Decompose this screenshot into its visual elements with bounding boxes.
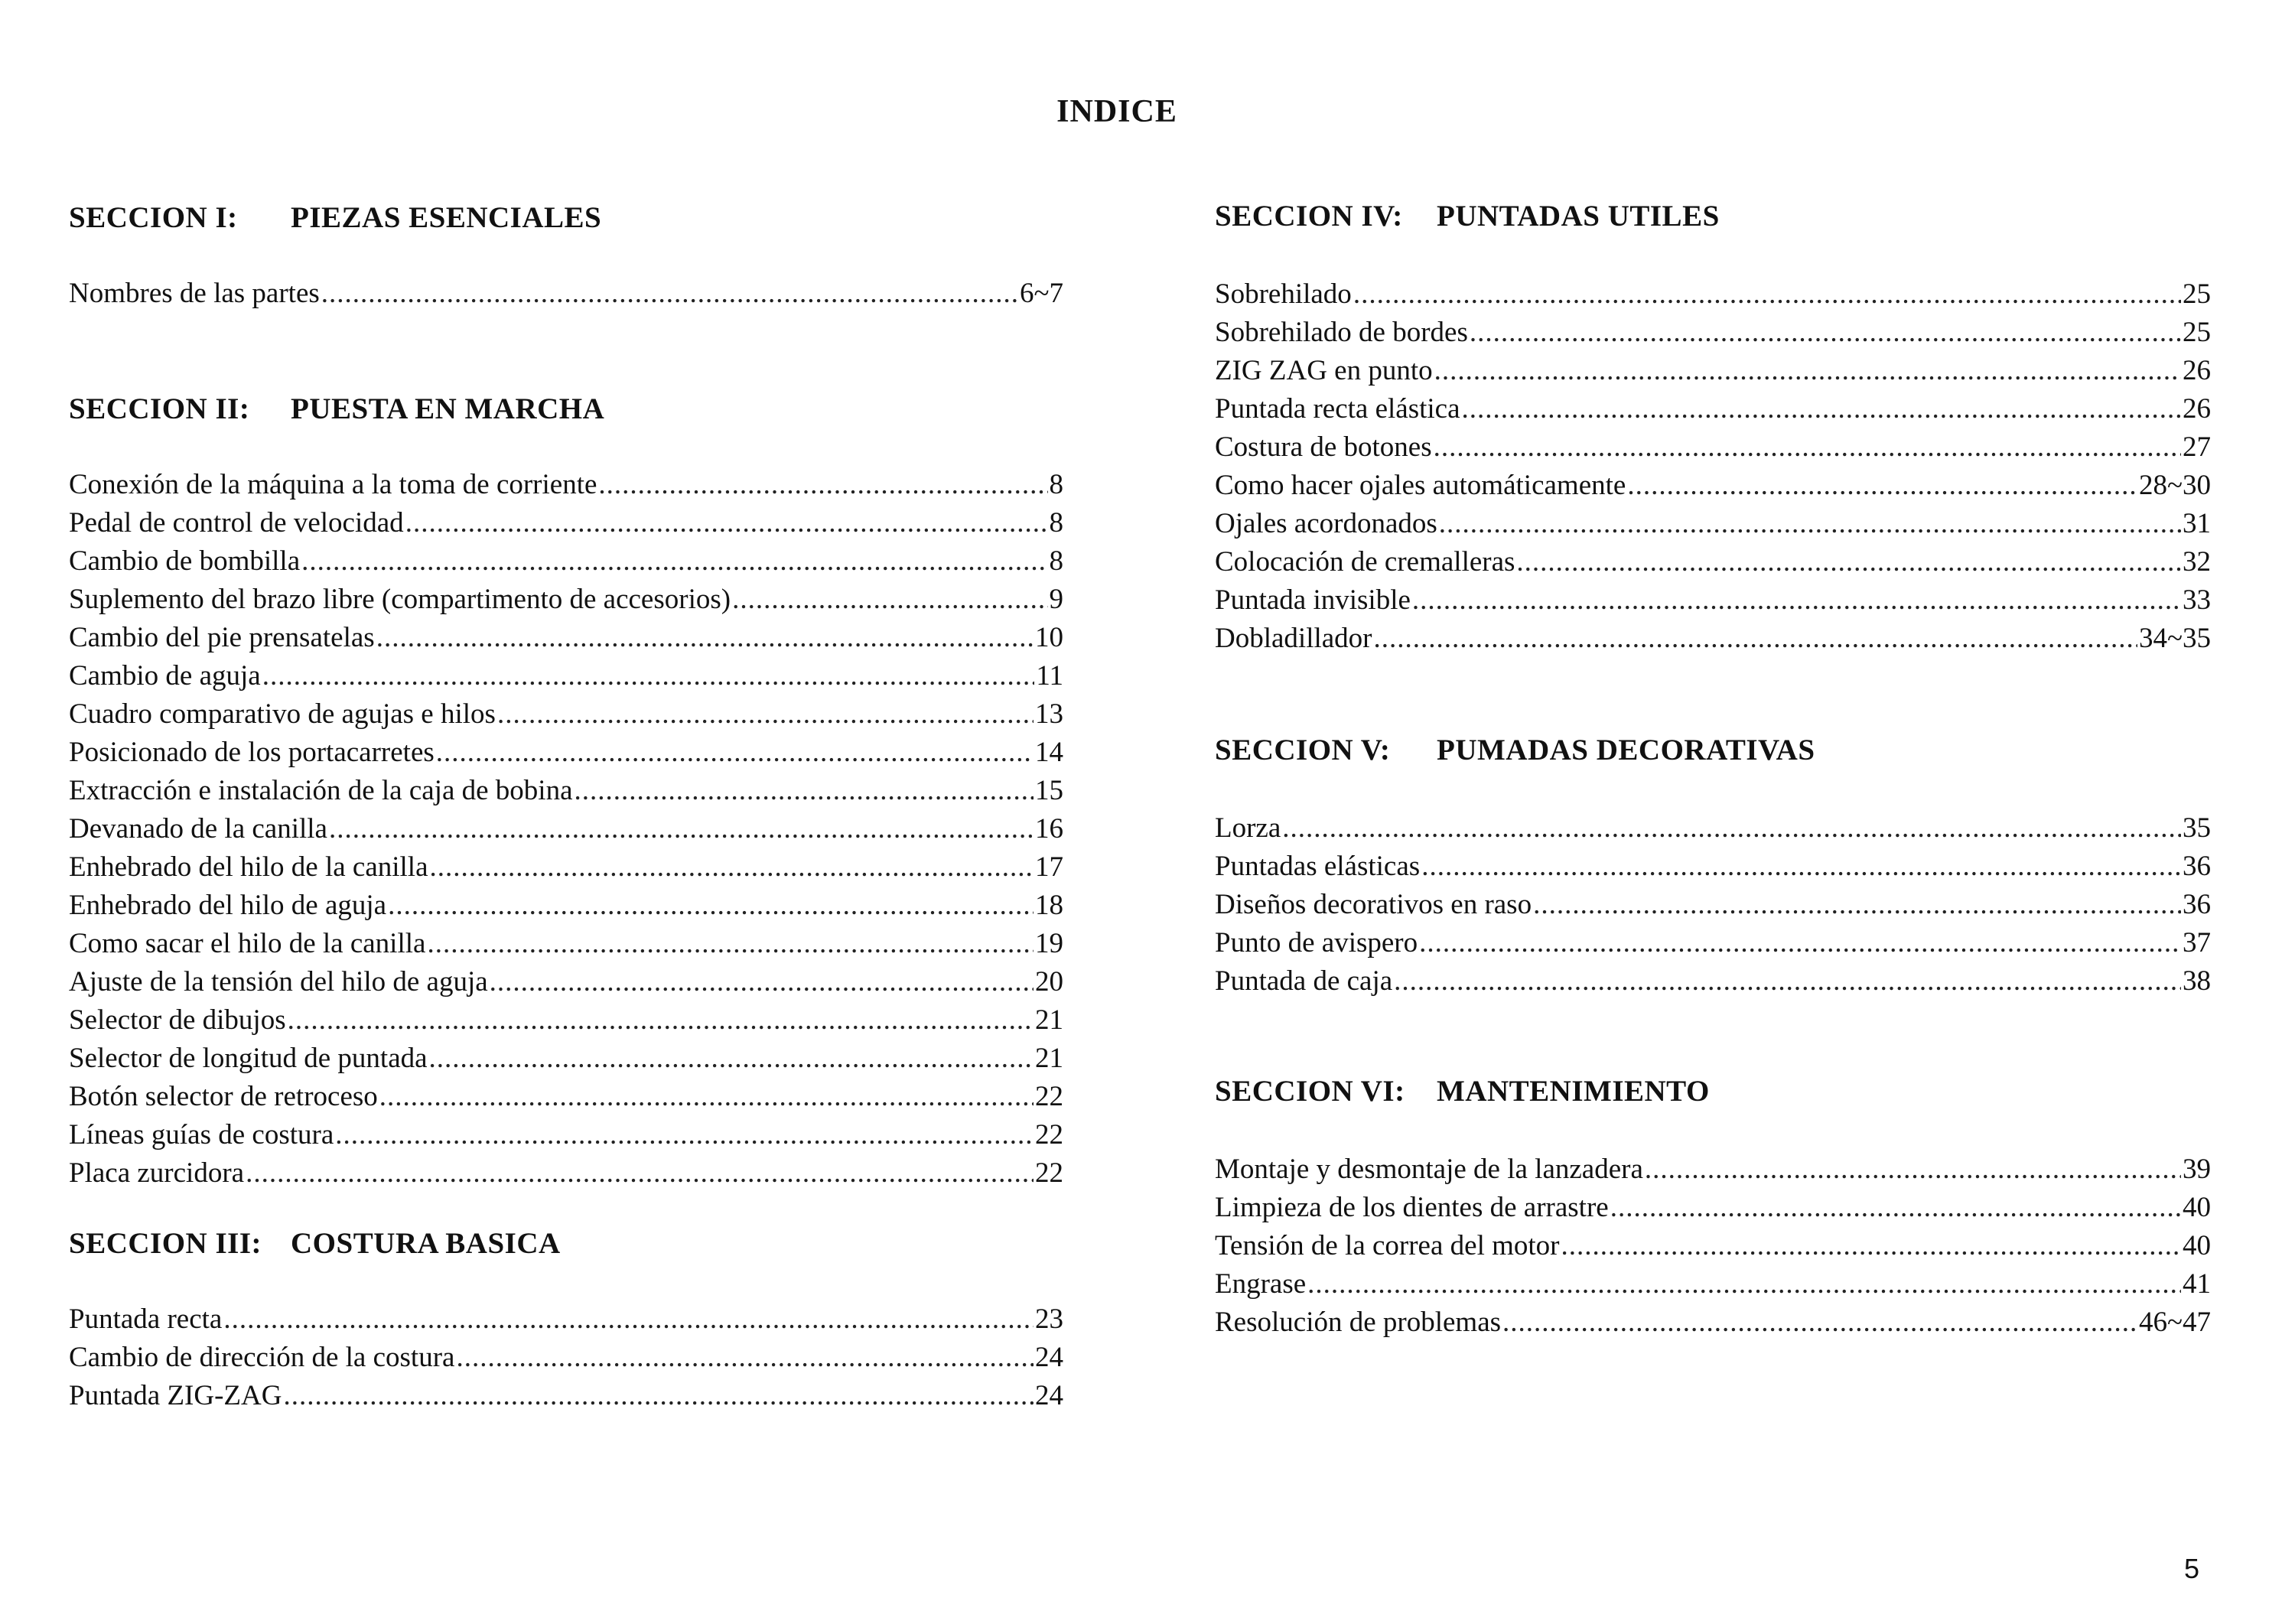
entry-label: Extracción e instalación de la caja de bobina — [69, 775, 573, 806]
entry-page: 26 — [2183, 355, 2211, 386]
entry-label: Posicionado de los portacarretes — [69, 737, 435, 768]
dot-leader — [1533, 886, 2181, 924]
dot-leader — [1561, 1227, 2182, 1265]
toc-entry[interactable] — [1215, 428, 2211, 467]
entry-page: 14 — [1035, 737, 1063, 768]
section-number: SECCION III: — [69, 1227, 262, 1260]
dot-leader — [283, 1377, 1034, 1415]
entry-label: Cambio de dirección de la costura — [69, 1342, 455, 1373]
dot-leader — [1434, 352, 2181, 390]
entry-page: 27 — [2183, 431, 2211, 463]
entry-page: 15 — [1035, 775, 1063, 806]
dot-leader — [1353, 275, 2181, 314]
dot-leader — [262, 657, 1035, 695]
dot-leader — [575, 772, 1034, 810]
entry-page: 6~7 — [1019, 278, 1063, 309]
dot-leader — [321, 275, 1018, 313]
section-heading — [1215, 199, 1720, 233]
dot-leader — [1502, 1303, 2137, 1342]
section-heading — [1215, 733, 1815, 767]
toc-entry[interactable] — [69, 1154, 1063, 1193]
toc-entry[interactable] — [69, 1116, 1063, 1154]
entry-label: Colocación de cremalleras — [1215, 546, 1515, 578]
dot-leader — [497, 695, 1034, 734]
entry-label: Cuadro comparativo de agujas e hilos — [69, 698, 496, 730]
entry-page: 21 — [1035, 1043, 1063, 1074]
entry-label: Pedal de control de velocidad — [69, 507, 404, 539]
dot-leader — [1394, 962, 2181, 1001]
entry-page: 16 — [1035, 813, 1063, 845]
entry-label: Lorza — [1215, 812, 1281, 844]
toc-entry[interactable] — [1215, 314, 2211, 352]
toc-entry[interactable] — [69, 275, 1063, 313]
entry-page: 25 — [2183, 317, 2211, 348]
dot-leader — [329, 810, 1034, 848]
section-title: PUMADAS DECORATIVAS — [1437, 734, 1815, 766]
dot-leader — [376, 619, 1034, 657]
toc-entry[interactable] — [69, 1377, 1063, 1415]
entry-label: Como hacer ojales automáticamente — [1215, 470, 1626, 501]
entry-page: 35 — [2183, 812, 2211, 844]
entry-page: 36 — [2183, 851, 2211, 882]
entry-label: Ajuste de la tensión del hilo de aguja — [69, 966, 488, 998]
entry-label: Puntada de caja — [1215, 965, 1393, 997]
section-number: SECCION V: — [1215, 734, 1391, 766]
entry-page: 13 — [1035, 698, 1063, 730]
entry-page: 33 — [2183, 584, 2211, 616]
entry-label: Costura de botones — [1215, 431, 1432, 463]
entry-label: Limpieza de los dientes de arrastre — [1215, 1192, 1609, 1223]
toc-entry[interactable] — [69, 925, 1063, 963]
entry-page: 24 — [1035, 1342, 1063, 1373]
right-column — [1215, 0, 2211, 1624]
dot-leader — [430, 848, 1034, 887]
toc-entry[interactable] — [1215, 848, 2211, 886]
toc-entry[interactable] — [1215, 1150, 2211, 1189]
dot-leader — [598, 466, 1047, 504]
dot-leader — [1627, 467, 2137, 505]
entry-label: Sobrehilado — [1215, 278, 1352, 310]
toc-entry[interactable] — [1215, 1265, 2211, 1303]
toc-entry[interactable] — [1215, 1227, 2211, 1265]
dot-leader — [1462, 390, 2182, 428]
entry-page: 22 — [1035, 1119, 1063, 1150]
entry-page: 38 — [2183, 965, 2211, 997]
entry-label: Puntada ZIG-ZAG — [69, 1380, 282, 1411]
toc-entry[interactable] — [1215, 886, 2211, 924]
toc-entry[interactable] — [1215, 809, 2211, 848]
toc-entry[interactable] — [69, 810, 1063, 848]
dot-leader — [1307, 1265, 2181, 1303]
entry-page: 23 — [1035, 1303, 1063, 1335]
section-title: PIEZAS ESENCIALES — [291, 201, 602, 234]
entry-page: 8 — [1049, 545, 1063, 577]
dot-leader — [427, 925, 1034, 963]
entry-page: 19 — [1035, 928, 1063, 959]
toc-entry[interactable] — [69, 1300, 1063, 1339]
section-heading — [69, 200, 601, 235]
toc-entry[interactable] — [1215, 467, 2211, 505]
toc-entry[interactable] — [1215, 581, 2211, 620]
entry-page: 20 — [1035, 966, 1063, 998]
entry-page: 22 — [1035, 1081, 1063, 1112]
toc-entry[interactable] — [69, 1001, 1063, 1040]
toc-entry[interactable] — [69, 1339, 1063, 1377]
toc-entry[interactable] — [1215, 352, 2211, 390]
dot-leader — [1412, 581, 2181, 620]
entry-label: Cambio de aguja — [69, 660, 261, 692]
toc-entry[interactable] — [69, 695, 1063, 734]
entry-page: 18 — [1035, 890, 1063, 921]
page-number: 5 — [2184, 1553, 2200, 1584]
entry-page: 34~35 — [2138, 623, 2211, 654]
entry-label: Cambio de bombilla — [69, 545, 301, 577]
dot-leader — [379, 1078, 1034, 1116]
toc-entry[interactable] — [69, 619, 1063, 657]
section-title: PUNTADAS UTILES — [1437, 200, 1720, 233]
toc-entry[interactable] — [69, 466, 1063, 504]
entry-label: Selector de dibujos — [69, 1004, 286, 1036]
entry-label: Ojales acordonados — [1215, 508, 1437, 539]
entry-label: Cambio del pie prensatelas — [69, 622, 375, 653]
entry-page: 24 — [1035, 1380, 1063, 1411]
entry-label: Dobladillador — [1215, 623, 1372, 654]
dot-leader — [301, 542, 1047, 581]
entry-label: Puntada invisible — [1215, 584, 1411, 616]
entry-page: 10 — [1035, 622, 1063, 653]
section-number: SECCION I: — [69, 201, 238, 234]
dot-leader — [1374, 620, 2137, 658]
toc-entry[interactable] — [69, 504, 1063, 542]
section-number: SECCION II: — [69, 392, 250, 425]
entry-label: Enhebrado del hilo de la canilla — [69, 851, 428, 883]
entry-page: 41 — [2183, 1268, 2211, 1300]
dot-leader — [429, 1040, 1034, 1078]
toc-entry[interactable] — [69, 963, 1063, 1001]
section-heading — [1215, 1074, 1710, 1108]
toc-entry[interactable] — [1215, 275, 2211, 314]
dot-leader — [388, 887, 1034, 925]
section-heading — [69, 1226, 561, 1261]
dot-leader — [1434, 428, 2181, 467]
entry-label: Puntada recta — [69, 1303, 223, 1335]
dot-leader — [456, 1339, 1034, 1377]
entry-label: Punto de avispero — [1215, 927, 1418, 958]
section-heading — [69, 392, 604, 426]
toc-entry[interactable] — [69, 542, 1063, 581]
entry-label: Montaje y desmontaje de la lanzadera — [1215, 1154, 1643, 1185]
toc-entry[interactable] — [1215, 962, 2211, 1001]
section-title: COSTURA BASICA — [291, 1227, 561, 1260]
section-title: MANTENIMIENTO — [1437, 1075, 1710, 1108]
dot-leader — [732, 581, 1047, 619]
dot-leader — [335, 1116, 1034, 1154]
entry-page: 9 — [1049, 584, 1063, 615]
entry-label: ZIG ZAG en punto — [1215, 355, 1433, 386]
page-title: INDICE — [1056, 94, 1177, 129]
entry-page: 31 — [2183, 508, 2211, 539]
toc-entry[interactable] — [1215, 543, 2211, 581]
dot-leader — [246, 1154, 1034, 1193]
entry-label: Selector de longitud de puntada — [69, 1043, 428, 1074]
entry-label: Enhebrado del hilo de aguja — [69, 890, 387, 921]
entry-page: 25 — [2183, 278, 2211, 310]
dot-leader — [1610, 1189, 2181, 1227]
entry-label: Líneas guías de costura — [69, 1119, 334, 1150]
toc-entry[interactable] — [69, 772, 1063, 810]
entry-page: 8 — [1049, 469, 1063, 500]
entry-label: Conexión de la máquina a la toma de corriente — [69, 469, 597, 500]
dot-leader — [288, 1001, 1034, 1040]
toc-entry[interactable] — [69, 657, 1063, 695]
dot-leader — [1645, 1150, 2181, 1189]
entry-label: Puntadas elásticas — [1215, 851, 1421, 882]
entry-label: Placa zurcidora — [69, 1157, 245, 1189]
toc-entry[interactable] — [1215, 924, 2211, 962]
toc-entry[interactable] — [1215, 505, 2211, 543]
entry-label: Resolución de problemas — [1215, 1307, 1502, 1338]
toc-entry[interactable] — [69, 1040, 1063, 1078]
toc-entry[interactable] — [69, 887, 1063, 925]
entry-page: 46~47 — [2138, 1307, 2211, 1338]
entry-label: Nombres de las partes — [69, 278, 320, 309]
entry-label: Engrase — [1215, 1268, 1307, 1300]
section-title: PUESTA EN MARCHA — [291, 392, 605, 425]
entry-page: 8 — [1049, 507, 1063, 539]
entry-page: 36 — [2183, 889, 2211, 920]
entry-page: 26 — [2183, 393, 2211, 425]
toc-entry[interactable] — [1215, 390, 2211, 428]
toc-entry[interactable] — [69, 848, 1063, 887]
entry-page: 39 — [2183, 1154, 2211, 1185]
dot-leader — [436, 734, 1034, 772]
entry-page: 22 — [1035, 1157, 1063, 1189]
toc-entry[interactable] — [1215, 620, 2211, 658]
toc-entry[interactable] — [69, 1078, 1063, 1116]
dot-leader — [1470, 314, 2181, 352]
entry-label: Devanado de la canilla — [69, 813, 327, 845]
entry-page: 37 — [2183, 927, 2211, 958]
dot-leader — [1421, 848, 2181, 886]
dot-leader — [1439, 505, 2181, 543]
toc-entry[interactable] — [1215, 1303, 2211, 1342]
entry-label: Como sacar el hilo de la canilla — [69, 928, 426, 959]
entry-page: 21 — [1035, 1004, 1063, 1036]
dot-leader — [1419, 924, 2181, 962]
entry-page: 32 — [2183, 546, 2211, 578]
dot-leader — [490, 963, 1034, 1001]
dot-leader — [223, 1300, 1034, 1339]
entry-label: Puntada recta elástica — [1215, 393, 1460, 425]
entry-page: 28~30 — [2138, 470, 2211, 501]
left-column — [69, 0, 1063, 1624]
dot-leader — [405, 504, 1048, 542]
section-number: SECCION IV: — [1215, 200, 1403, 233]
entry-label: Sobrehilado de bordes — [1215, 317, 1468, 348]
toc-entry[interactable] — [69, 581, 1063, 619]
section-number: SECCION VI: — [1215, 1075, 1405, 1108]
toc-entry[interactable] — [69, 734, 1063, 772]
entry-page: 40 — [2183, 1230, 2211, 1261]
entry-label: Suplemento del brazo libre (compartimento de accesorios) — [69, 584, 731, 615]
dot-leader — [1516, 543, 2181, 581]
entry-page: 11 — [1036, 660, 1063, 692]
entry-label: Botón selector de retroceso — [69, 1081, 378, 1112]
dot-leader — [1282, 809, 2181, 848]
entry-page: 17 — [1035, 851, 1063, 883]
entry-page: 40 — [2183, 1192, 2211, 1223]
toc-entry[interactable] — [1215, 1189, 2211, 1227]
entry-label: Diseños decorativos en raso — [1215, 889, 1532, 920]
entry-label: Tensión de la correa del motor — [1215, 1230, 1560, 1261]
